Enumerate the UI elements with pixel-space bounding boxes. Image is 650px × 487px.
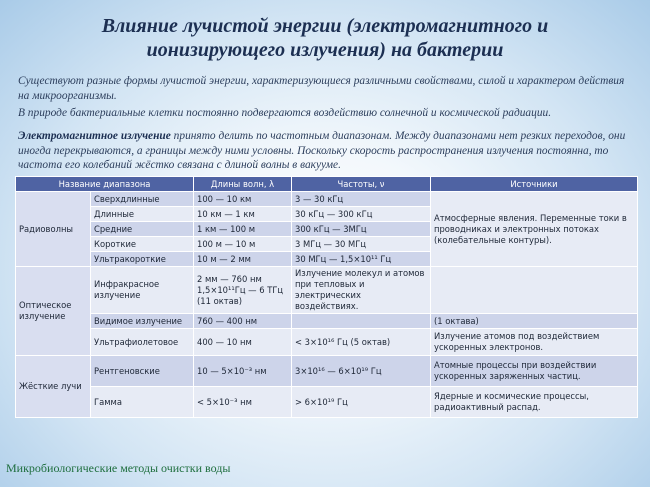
range-name: Инфракрасное излучение bbox=[91, 267, 194, 314]
header-wavelength: Длины волн, λ bbox=[194, 177, 292, 192]
range-name: Сверхдлинные bbox=[91, 192, 194, 207]
frequency bbox=[292, 314, 431, 329]
table-row bbox=[16, 314, 638, 329]
spectrum-table bbox=[15, 176, 638, 418]
radio-source: Атмосферные явления. Переменные токи в проводниках и электронных потоках (колебательные контуры). bbox=[431, 192, 638, 267]
wavelength: 1 км — 100 м bbox=[194, 222, 292, 237]
footer-caption: Микробиологические методы очистки воды bbox=[6, 461, 231, 475]
wavelength: 10 км — 1 км bbox=[194, 207, 292, 222]
wavelength: < 5×10⁻³ нм bbox=[194, 387, 292, 418]
intro-paragraph: Существуют разные формы лучистой энергии, характеризующиеся различными свойствами, силой и характером действия на микроорганизмы. bbox=[18, 75, 625, 102]
range-name: Гамма bbox=[91, 387, 194, 418]
header-frequency: Частоты, ν bbox=[292, 177, 431, 192]
frequency: 3×10¹⁶ — 6×10¹⁹ Гц bbox=[292, 356, 431, 387]
radiation-paragraph: В природе бактериальные клетки постоянно подвергаются воздействию солнечной и космической радиации. bbox=[18, 107, 552, 119]
em-paragraph bbox=[18, 129, 630, 173]
frequency: 30 МГц — 1,5×10¹¹ Гц bbox=[292, 252, 431, 267]
frequency: 3 МГц — 30 МГц bbox=[292, 237, 431, 252]
frequency: 300 кГц — 3МГц bbox=[292, 222, 431, 237]
frequency: 3 — 30 кГц bbox=[292, 192, 431, 207]
range-name: Длинные bbox=[91, 207, 194, 222]
range-name: Средние bbox=[91, 222, 194, 237]
range-name: Короткие bbox=[91, 237, 194, 252]
table-header-row bbox=[16, 177, 638, 192]
source: (1 октава) bbox=[431, 314, 638, 329]
em-description: принято делить по частотным диапазонам. Между диапазонами нет резких переходов, они иногда перекрываются, а границы между ними условны. Поскольку скорость распространения излучения постоянна, то частота его колебаний жёстко связана с длиной волны в вакууме. bbox=[18, 130, 626, 171]
wavelength: 100 — 10 км bbox=[194, 192, 292, 207]
range-name: Видимое излучение bbox=[91, 314, 194, 329]
table-row bbox=[16, 267, 638, 314]
em-term: Электромагнитное излучение bbox=[18, 130, 171, 142]
range-name: Рентгеновские bbox=[91, 356, 194, 387]
table-row bbox=[16, 329, 638, 356]
header-range-name: Название диапазона bbox=[16, 177, 194, 192]
group-optical: Оптическое излучение bbox=[16, 267, 91, 356]
source: Ядерные и космические процессы, радиоактивный распад. bbox=[431, 387, 638, 418]
header-sources: Источники bbox=[431, 177, 638, 192]
source: Излучение атомов под воздействием ускоренных электронов. bbox=[431, 329, 638, 356]
group-hard-rays: Жёсткие лучи bbox=[16, 356, 91, 418]
wavelength: 10 м — 2 мм bbox=[194, 252, 292, 267]
range-name: Ультракороткие bbox=[91, 252, 194, 267]
frequency: 30 кГц — 300 кГц bbox=[292, 207, 431, 222]
range-name: Ультрафиолетовое bbox=[91, 329, 194, 356]
table-row bbox=[16, 192, 638, 207]
slide-title: Влияние лучистой энергии (электромагнитного и ионизирующего излучения) на бактерии bbox=[101, 15, 549, 61]
source: Атомные процессы при воздействии ускоренных заряженных частиц. bbox=[431, 356, 638, 387]
table-row bbox=[16, 356, 638, 387]
wavelength: 10 — 5×10⁻³ нм bbox=[194, 356, 292, 387]
table-row bbox=[16, 387, 638, 418]
frequency: < 3×10¹⁶ Гц (5 октав) bbox=[292, 329, 431, 356]
wavelength: 400 — 10 нм bbox=[194, 329, 292, 356]
frequency: Излучение молекул и атомов при тепловых и электрических воздействиях. bbox=[292, 267, 431, 314]
frequency: > 6×10¹⁹ Гц bbox=[292, 387, 431, 418]
group-radio: Радиоволны bbox=[16, 192, 91, 267]
wavelength: 2 мм — 760 нм 1,5×10¹¹Гц — 6 ТГц (11 октав) bbox=[194, 267, 292, 314]
wavelength: 760 — 400 нм bbox=[194, 314, 292, 329]
source bbox=[431, 267, 638, 314]
wavelength: 100 м — 10 м bbox=[194, 237, 292, 252]
